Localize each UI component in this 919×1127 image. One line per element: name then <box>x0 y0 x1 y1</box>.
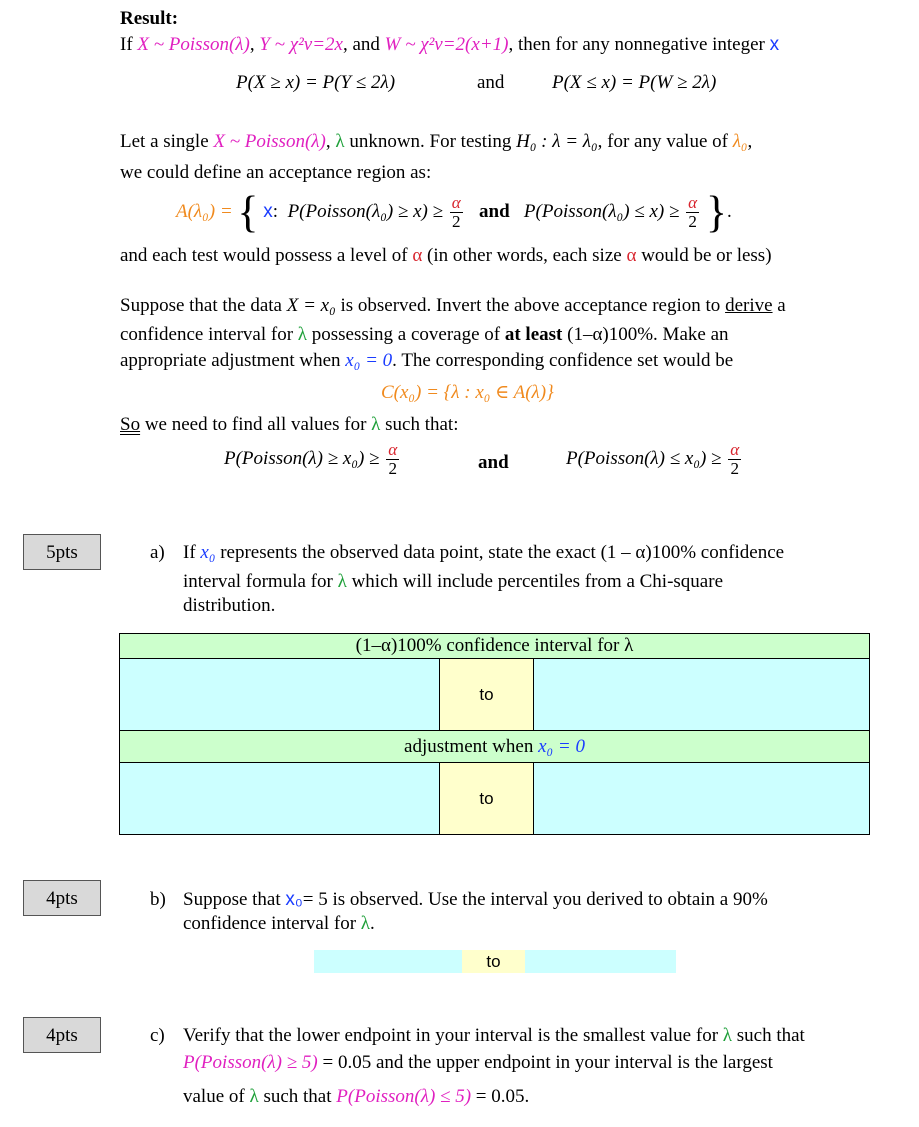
points-badge-c: 4pts <box>23 1017 101 1053</box>
invert-line-1: Suppose that the data X = x₀ is observed. Invert the above acceptance region to derive a <box>120 295 786 316</box>
condition-and: and <box>478 452 509 473</box>
adjust-to-label: to <box>440 763 534 835</box>
x-poisson-expr: X ~ Poisson(λ) <box>137 34 250 55</box>
result-equation-and: and <box>477 72 505 93</box>
ci-lower-input[interactable] <box>120 659 440 731</box>
part-b-line-2: confidence interval for λ. <box>183 913 375 934</box>
invert-line-3: appropriate adjustment when x₀ = 0. The corresponding confidence set would be <box>120 350 734 371</box>
part-c-line-1: Verify that the lower endpoint in your interval is the smallest value for λ such that <box>183 1025 805 1046</box>
part-a-label: a) <box>150 542 165 563</box>
part-b-label: b) <box>150 889 166 910</box>
invert-line-2: confidence interval for λ possessing a coverage of at least (1–α)100%. Make an <box>120 324 729 345</box>
table-header: (1–α)100% confidence interval for λ <box>120 634 870 659</box>
result-statement: If X ~ Poisson(λ), Y ~ χ²ν=2x, and W ~ χ²ν=2(x+1), then for any nonnegative integer x <box>120 34 780 55</box>
intro-line-3: and each test would possess a level of α (in other words, each size α would be or less) <box>120 245 772 266</box>
condition-2: P(Poisson(λ) ≤ x₀) ≥ $\frac{\alpha}{2}$ <box>566 440 740 478</box>
y-chisq-expr: Y ~ χ²ν=2x <box>259 34 343 55</box>
w-chisq-expr: W ~ χ²ν=2(x+1) <box>384 34 509 55</box>
invert-line-5: So we need to find all values for λ such that: <box>120 414 459 435</box>
part-c-label: c) <box>150 1025 165 1046</box>
condition-1: P(Poisson(λ) ≥ x₀) ≥ $\frac{\alpha}{2}$ <box>224 440 398 478</box>
part-a-line-3: distribution. <box>183 595 276 616</box>
part-a-line-2: interval formula for λ which will include percentiles from a Chi-square <box>183 571 723 592</box>
intro-line-2: we could define an acceptance region as: <box>120 162 432 183</box>
result-heading: Result: <box>120 8 179 29</box>
intro-line-1: Let a single X ~ Poisson(λ), λ unknown. For testing H₀ : λ = λ₀, for any value of λ₀, <box>120 131 753 152</box>
confidence-set-formula: C(x₀) = {λ : x₀ ∈ A(λ)} <box>381 382 554 403</box>
b-to-label: to <box>462 950 525 973</box>
points-badge-b: 4pts <box>23 880 101 916</box>
part-c-line-3: value of λ such that P(Poisson(λ) ≤ 5) = 0.05. <box>183 1086 530 1107</box>
part-a-line-1: If x₀ represents the observed data point, state the exact (1 – α)100% confidence <box>183 542 785 563</box>
confidence-interval-table <box>119 633 870 835</box>
ci-upper-input[interactable] <box>534 659 870 731</box>
acceptance-region-formula: A(λ₀) = { x: P(Poisson(λ₀) ≥ x) ≥ $\frac{\alpha}{2}$ and P(Poisson(λ₀) ≤ x) ≥ $\frac{\alpha}{2}$ }. <box>176 187 732 237</box>
null-hypothesis: H₀ : λ = λ₀ <box>516 131 598 152</box>
part-c-line-2: P(Poisson(λ) ≥ 5) = 0.05 and the upper endpoint in your interval is the largest <box>183 1052 773 1073</box>
b-upper-input[interactable] <box>525 950 676 973</box>
b-lower-input[interactable] <box>314 950 462 973</box>
result-equation-1: P(X ≥ x) = P(Y ≤ 2λ) <box>236 72 396 93</box>
adjust-upper-input[interactable] <box>534 763 870 835</box>
ci-to-label: to <box>440 659 534 731</box>
x-variable: x <box>769 34 780 55</box>
part-b-line-1: Suppose that x₀= 5 is observed. Use the interval you derived to obtain a 90% <box>183 889 768 910</box>
adjustment-header: adjustment when x₀ = 0 <box>120 731 870 763</box>
result-equation-2: P(X ≤ x) = P(W ≥ 2λ) <box>552 72 717 93</box>
points-badge-a: 5pts <box>23 534 101 570</box>
adjust-lower-input[interactable] <box>120 763 440 835</box>
